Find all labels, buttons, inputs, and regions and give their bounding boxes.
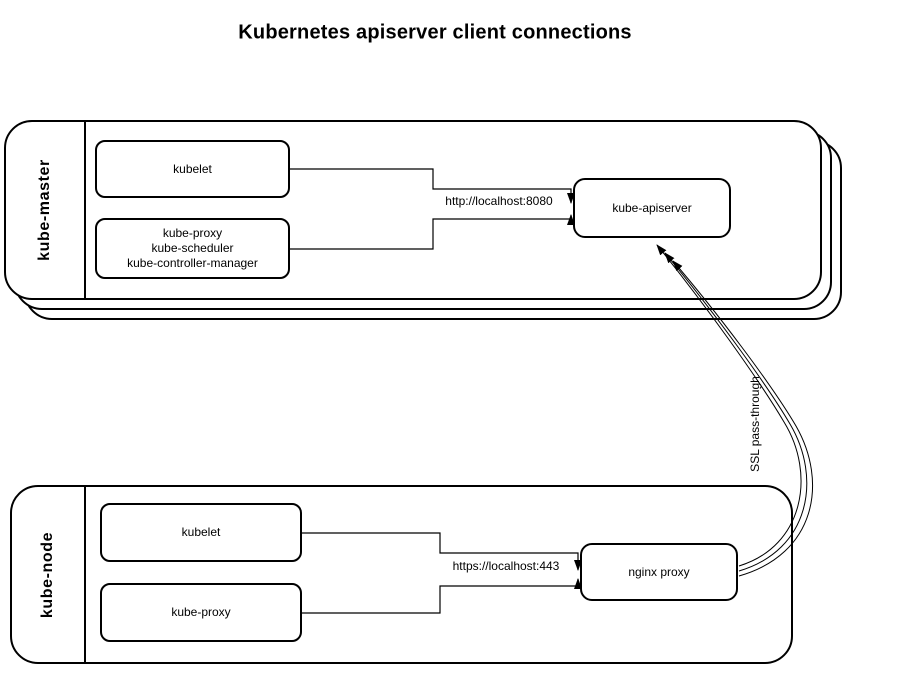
master-services-line-2: kube-scheduler xyxy=(151,241,234,255)
node-kube-proxy-label: kube-proxy xyxy=(171,605,231,619)
http-edge-label: http://localhost:8080 xyxy=(445,194,553,208)
kube-node-label: kube-node xyxy=(39,531,56,618)
master-kubelet-node xyxy=(95,140,290,198)
nginx-proxy-label: nginx proxy xyxy=(628,564,690,579)
kube-master-label: kube-master xyxy=(36,159,53,261)
kube-node-label-column xyxy=(12,487,86,662)
master-services-line-3: kube-controller-manager xyxy=(127,256,258,270)
node-kubelet-label: kubelet xyxy=(181,525,221,539)
master-services-node xyxy=(95,218,290,279)
ssl-passthrough-label: SSL pass-through xyxy=(748,376,762,472)
node-kubelet-node xyxy=(100,503,302,562)
nginx-proxy-node xyxy=(580,543,738,601)
node-kube-proxy-node xyxy=(100,583,302,642)
kube-master-label-column xyxy=(6,122,86,298)
https-edge-label: https://localhost:443 xyxy=(452,559,560,573)
master-services-line-1: kube-proxy xyxy=(162,226,223,240)
kube-apiserver-node xyxy=(573,178,731,238)
kube-apiserver-label: kube-apiserver xyxy=(612,200,692,215)
diagram-title: Kubernetes apiserver client connections xyxy=(238,21,632,44)
master-kubelet-label: kubelet xyxy=(173,161,212,176)
